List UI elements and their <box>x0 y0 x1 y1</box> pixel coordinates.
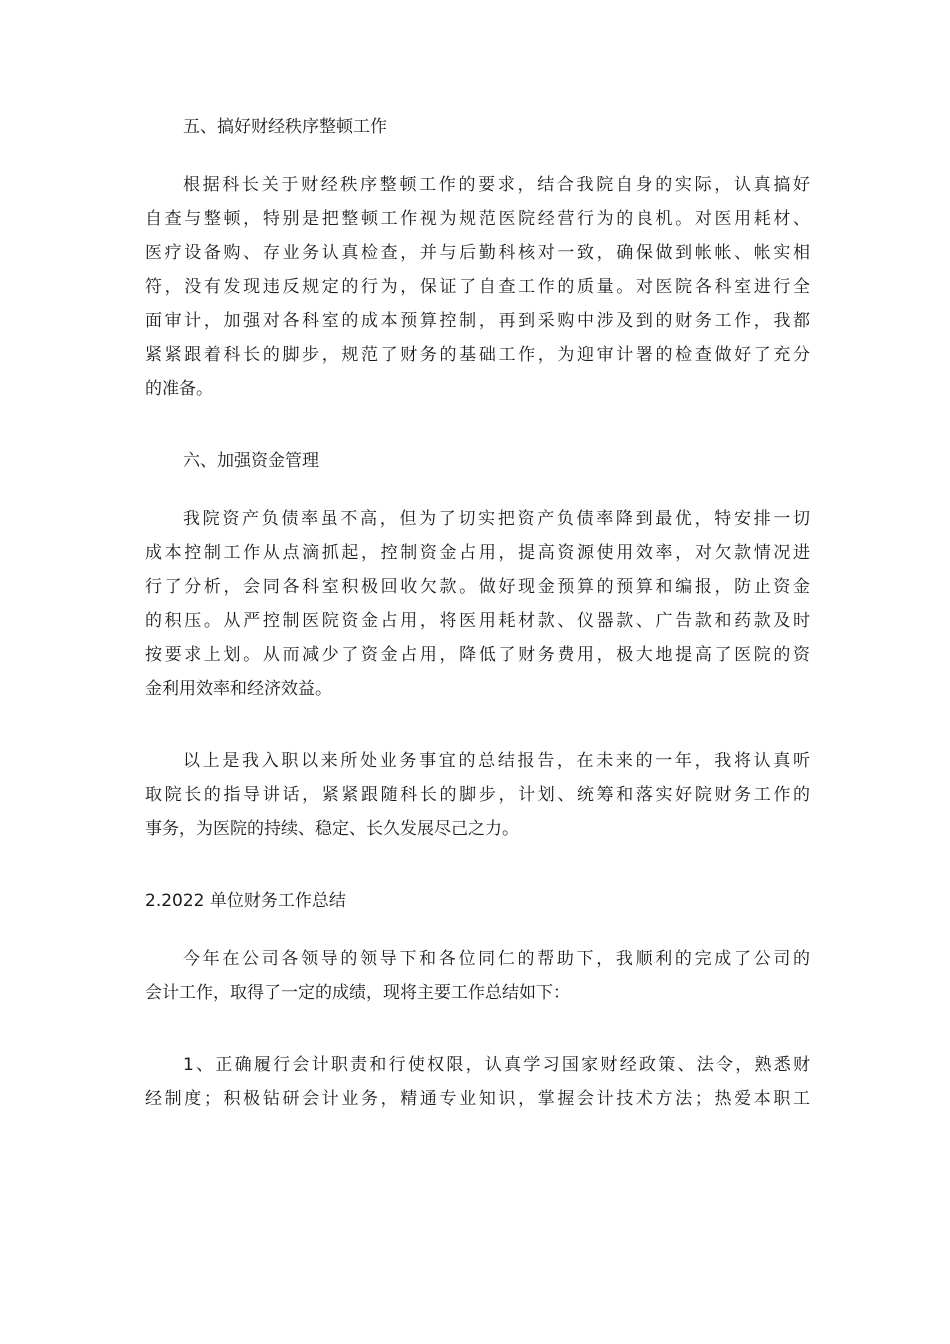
text-line: 的积压。从严控制医院资金占用，将医用耗材款、仪器款、广告款和药款及时 <box>145 611 810 631</box>
text-line: 会计工作，取得了一定的成绩，现将主要工作总结如下： <box>145 983 570 1003</box>
section-heading-2022-summary: 2.2022 单位财务工作总结 <box>145 891 346 911</box>
text-line: 医疗设备购、存业务认真检查，并与后勤科核对一致，确保做到帐帐、帐实相 <box>145 243 810 263</box>
document-body <box>145 110 810 1154</box>
text-line: 我院资产负债率虽不高，但为了切实把资产负债率降到最优，特安排一切 <box>183 509 810 529</box>
text-line: 的准备。 <box>145 379 213 399</box>
text-line: 行了分析，会同各科室积极回收欠款。做好现金预算的预算和编报，防止资金 <box>145 577 810 597</box>
paragraph-closing <box>145 744 810 846</box>
text-line: 取院长的指导讲话，紧紧跟随科长的脚步，计划、统筹和落实好院财务工作的 <box>145 785 810 805</box>
text-line: 按要求上划。从而减少了资金占用，降低了财务费用，极大地提高了医院的资 <box>145 645 810 665</box>
section-heading-5: 五、搞好财经秩序整顿工作 <box>183 117 387 137</box>
text-line: 金利用效率和经济效益。 <box>145 679 332 699</box>
text-line: 根据科长关于财经秩序整顿工作的要求，结合我院自身的实际，认真搞好 <box>183 175 810 195</box>
text-line: 以上是我入职以来所处业务事宜的总结报告，在未来的一年，我将认真听 <box>183 751 810 771</box>
text-line: 成本控制工作从点滴抓起，控制资金占用，提高资源使用效率，对欠款情况进 <box>145 543 810 563</box>
text-line: 面审计，加强对各科室的成本预算控制，再到采购中涉及到的财务工作，我都 <box>145 311 810 331</box>
section-heading-6: 六、加强资金管理 <box>183 451 319 471</box>
paragraph-item-1 <box>145 1048 810 1116</box>
paragraph-intro <box>145 942 810 1010</box>
text-line: 事务，为医院的持续、稳定、长久发展尽己之力。 <box>145 819 519 839</box>
text-line: 今年在公司各领导的领导下和各位同仁的帮助下，我顺利的完成了公司的 <box>183 949 810 969</box>
paragraph-fund-management <box>145 502 810 706</box>
paragraph-financial-order <box>145 168 810 406</box>
text-line: 自查与整顿，特别是把整顿工作视为规范医院经营行为的良机。对医用耗材、 <box>145 209 810 229</box>
text-line: 1、正确履行会计职责和行使权限，认真学习国家财经政策、法令，熟悉财 <box>183 1055 810 1075</box>
text-line: 紧紧跟着科长的脚步，规范了财务的基础工作，为迎审计署的检查做好了充分 <box>145 345 810 365</box>
text-line: 经制度；积极钻研会计业务，精通专业知识，掌握会计技术方法；热爱本职工 <box>145 1089 810 1109</box>
text-line: 符，没有发现违反规定的行为，保证了自查工作的质量。对医院各科室进行全 <box>145 277 810 297</box>
